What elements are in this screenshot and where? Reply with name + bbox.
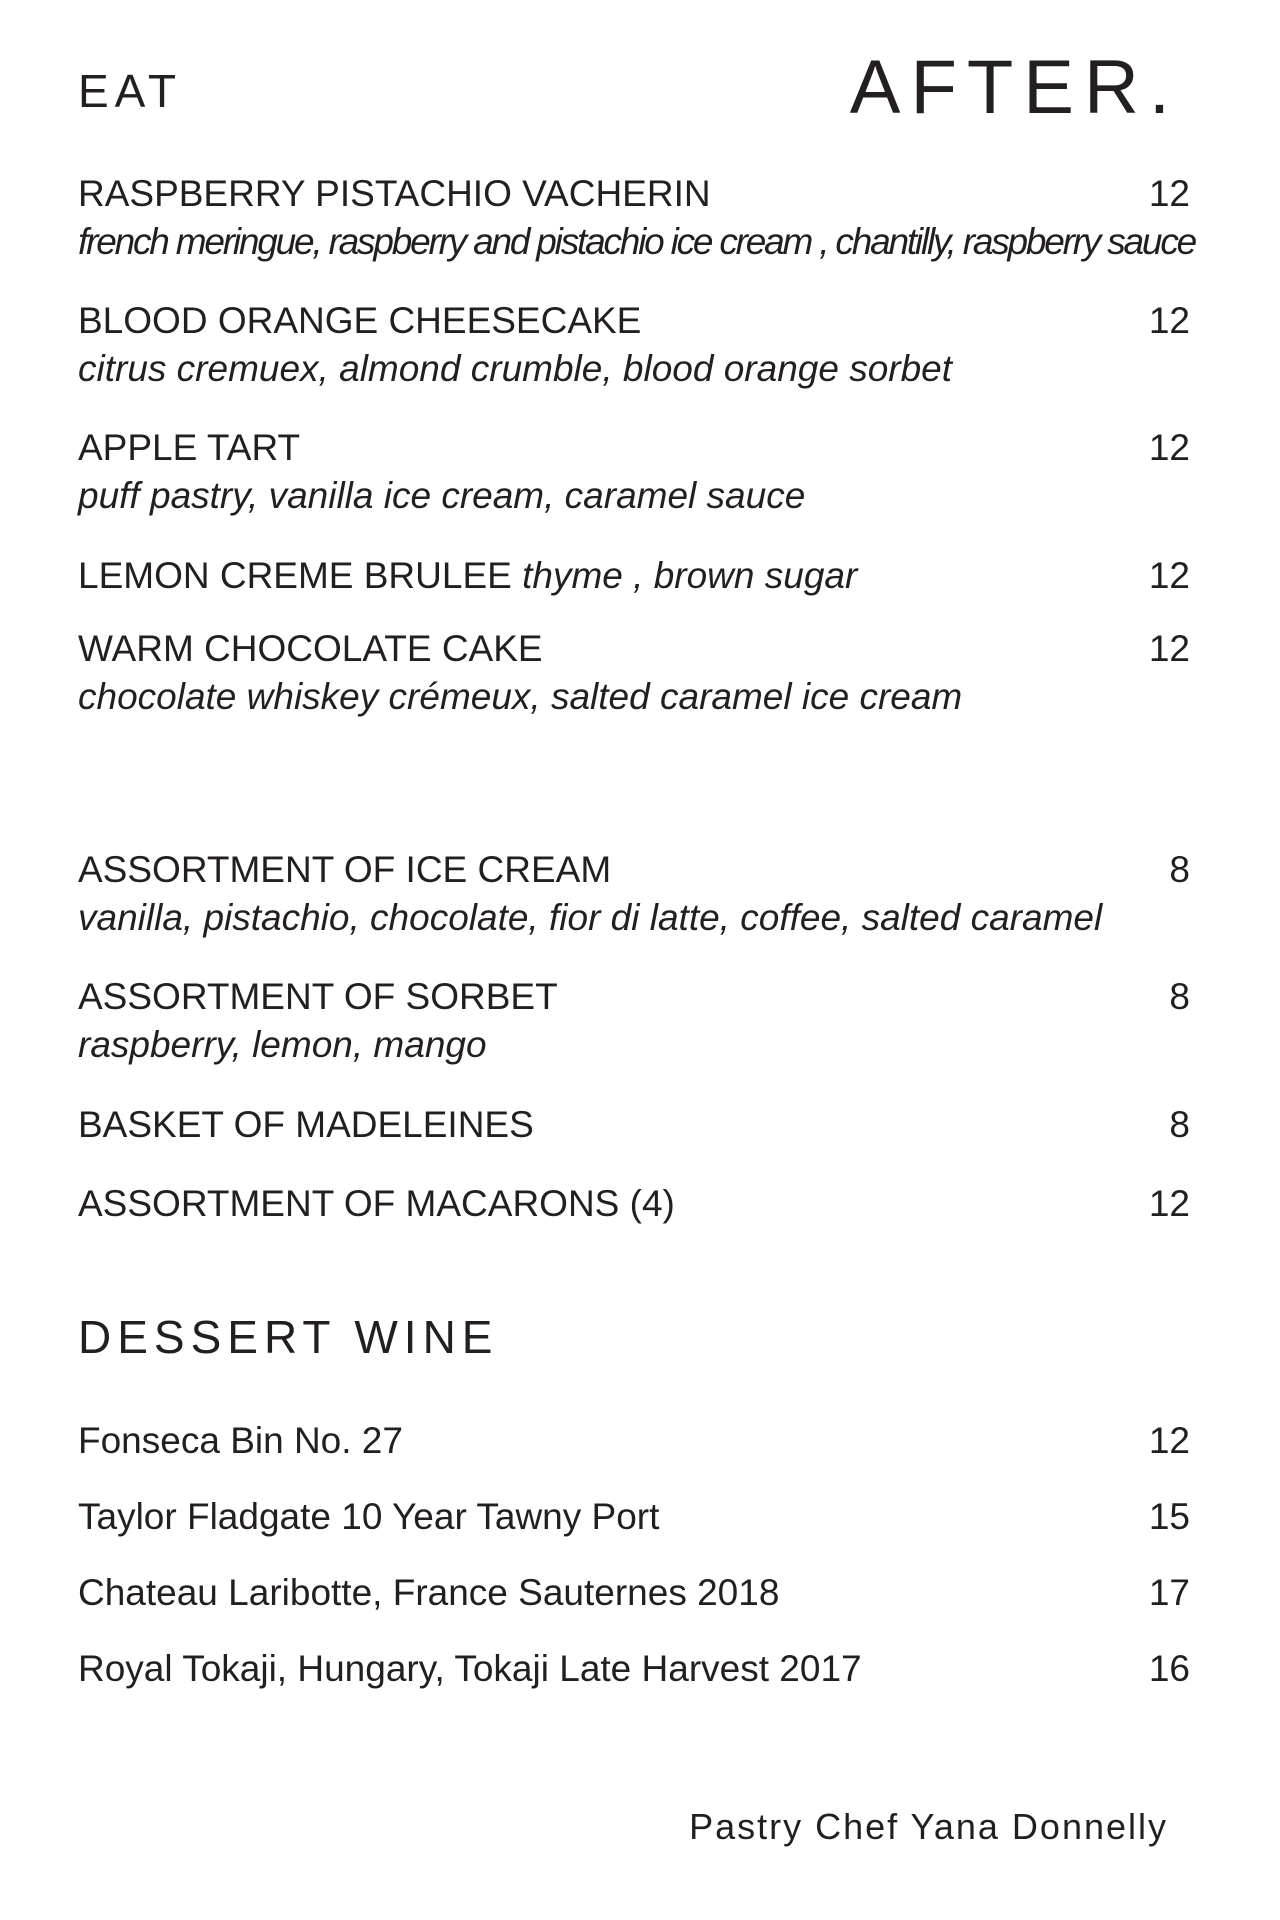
item-price: 12	[1148, 1183, 1190, 1224]
item-description: puff pastry, vanilla ice cream, caramel sauce	[78, 475, 806, 516]
menu-item-basket-of-madeleines	[78, 1101, 1190, 1149]
item-price: 12	[1148, 300, 1190, 341]
menu-item-assortment-of-sorbet	[78, 973, 1190, 1069]
menu-item-lemon-creme-brulee	[78, 552, 1190, 600]
menu-item-raspberry-pistachio-vacherin	[78, 170, 1195, 266]
wine-name: Chateau Laribotte, France Sauternes 2018	[78, 1572, 780, 1613]
item-header	[78, 424, 1190, 472]
wine-item-royal-tokaji	[78, 1645, 1190, 1693]
item-price: 12	[1148, 427, 1190, 468]
item-price: 12	[1148, 628, 1190, 669]
item-header	[78, 625, 1190, 673]
wine-price: 15	[1148, 1496, 1190, 1537]
menu-item-warm-chocolate-cake	[78, 625, 1190, 721]
menu-item-blood-orange-cheesecake	[78, 297, 1190, 393]
item-name: RASPBERRY PISTACHIO VACHERIN	[78, 173, 711, 214]
wine-item-chateau-laribotte	[78, 1569, 1190, 1617]
item-description: chocolate whiskey crémeux, salted caramel ice cream	[78, 676, 963, 717]
menu-item-apple-tart	[78, 424, 1190, 520]
item-header	[78, 1101, 1190, 1149]
dessert-wine-heading: DESSERT WINE	[78, 1311, 499, 1363]
item-header	[78, 846, 1190, 894]
item-name: BLOOD ORANGE CHEESECAKE	[78, 300, 642, 341]
item-description: vanilla, pistachio, chocolate, fior di latte, coffee, salted caramel	[78, 897, 1103, 938]
item-name-group	[78, 552, 857, 600]
item-header	[78, 170, 1190, 218]
item-header	[78, 973, 1190, 1021]
item-name: ASSORTMENT OF MACARONS (4)	[78, 1183, 675, 1224]
menu-item-assortment-of-ice-cream	[78, 846, 1190, 942]
item-description: citrus cremuex, almond crumble, blood orange sorbet	[78, 348, 953, 389]
wine-price: 16	[1148, 1648, 1190, 1689]
item-name: ASSORTMENT OF ICE CREAM	[78, 849, 612, 890]
item-price: 8	[1169, 849, 1190, 890]
wine-price: 12	[1148, 1420, 1190, 1461]
pastry-chef-credit: Pastry Chef Yana Donnelly	[689, 1806, 1168, 1847]
menu-item-assortment-of-macarons	[78, 1180, 1190, 1228]
item-description: french meringue, raspberry and pistachio ice cream , chantilly, raspberry sauce	[78, 221, 1195, 262]
wine-price: 17	[1148, 1572, 1190, 1613]
item-price: 12	[1148, 555, 1190, 596]
item-header	[78, 552, 1190, 600]
item-inline-description: thyme , brown sugar	[522, 555, 858, 596]
item-price: 12	[1148, 173, 1190, 214]
wine-name: Taylor Fladgate 10 Year Tawny Port	[78, 1496, 660, 1537]
item-price: 8	[1169, 976, 1190, 1017]
eat-heading: EAT	[78, 65, 183, 117]
item-header	[78, 297, 1190, 345]
item-name: ASSORTMENT OF SORBET	[78, 976, 558, 1017]
item-description: raspberry, lemon, mango	[78, 1024, 487, 1065]
wine-name: Royal Tokaji, Hungary, Tokaji Late Harvest 2017	[78, 1648, 862, 1689]
item-header	[78, 1180, 1190, 1228]
wine-name: Fonseca Bin No. 27	[78, 1420, 403, 1461]
item-name: BASKET OF MADELEINES	[78, 1104, 534, 1145]
item-name: APPLE TART	[78, 427, 301, 468]
wine-item-taylor-fladgate	[78, 1493, 1190, 1541]
after-heading: AFTER.	[849, 45, 1180, 130]
wine-item-fonseca-bin-no-27	[78, 1417, 1190, 1465]
item-name: WARM CHOCOLATE CAKE	[78, 628, 543, 669]
item-price: 8	[1169, 1104, 1190, 1145]
item-name: LEMON CREME BRULEE	[78, 555, 512, 596]
